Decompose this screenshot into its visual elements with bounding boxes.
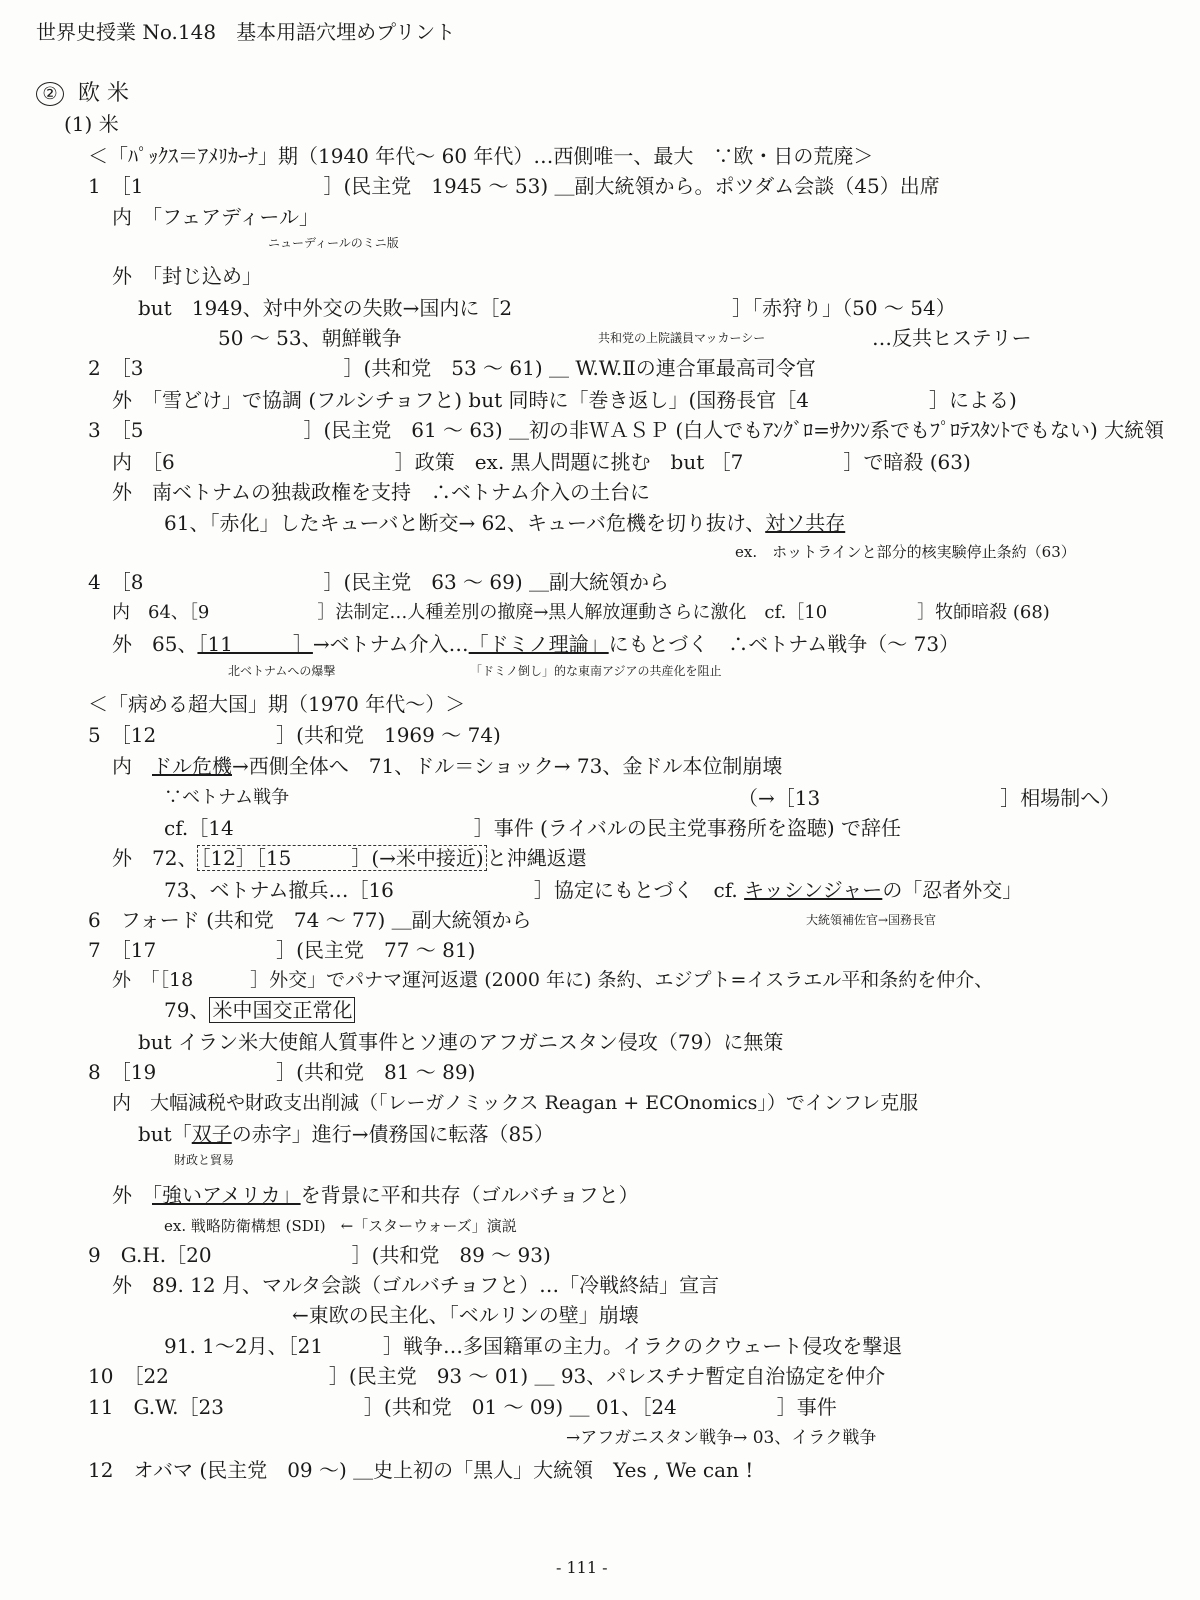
item-7-head: 7 ［17 ］(民主党 77 ～ 81) [88,938,476,962]
item-5-domestic-text: →西側全体へ 71、ドル＝ショック→ 73、金ドル本位制崩壊 [232,754,783,778]
item-4-head: 4 ［8 ］(民主党 63 ～ 69) ＿副大統領から [88,570,670,594]
era-heading-1: ＜「ﾊﾟｯｸｽ＝ｱﾒﾘｶｰﾅ」期（1940 年代～ 60 年代）…西側唯一、最大 ∵欧・日の荒廃＞ [88,144,874,168]
item-9-gulf: 91. 1～2月、［21 ］戦争…多国籍軍の主力。イラクのクウェート侵攻を撃退 [164,1334,903,1358]
item-11-note: →アフガニスタン戦争→ 03、イラク戦争 [566,1428,877,1448]
item-1-domestic: 内 「フェアディール」 [112,205,319,229]
item-11-head: 11 G.W.［23 ］(共和党 01 ～ 09) ＿ 01、［24 ］事件 [88,1395,837,1419]
item-1-korea: 50 ～ 53、朝鮮戦争 [218,326,402,350]
item-5-kissinger: キッシンジャー [744,878,883,902]
item-3-foreign: 外 南ベトナムの独裁政権を支持 ∴ベトナム介入の土台に [112,480,650,504]
item-1-but: but 1949、対中外交の失敗→国内に［2 ］「赤狩り」（50 ～ 54） [138,296,956,320]
item-3-cuba [164,511,845,535]
item-3-cuba-text: 61、「赤化」したキューバと断交→ 62、キューバ危機を切り抜け、 [164,511,766,535]
item-4-domestic: 内 64、［9 ］法制定…人種差別の撤廃→黒人解放運動さらに激化 cf.［10 ］牧師暗殺 (68) [112,602,1050,623]
item-6-head: 6 フォード (共和党 74 ～ 77) ＿副大統領から [88,908,532,932]
item-7-normalization: 米中国交正常化 [209,997,355,1023]
item-3-domestic: 内 ［6 ］政策 ex. 黒人問題に挑む but ［7 ］で暗殺 (63) [112,450,971,474]
item-5-cf: cf.［14 ］事件 (ライバルの民主党事務所を盗聴) で辞任 [164,816,902,840]
item-8-foreign-label: 外 [112,1183,152,1207]
subsection-heading: (1) 米 [64,112,119,136]
item-7-year: 79、 [164,998,210,1022]
item-8-domestic: 内 大幅減税や財政支出削減（「レーガノミックス Reagan + ECOnomics」）でインフレ克服 [112,1092,919,1114]
item-4-foreign [112,632,959,656]
item-3-coexistence: 対ソ共存 [765,511,846,535]
item-5-float: （→［13 ］相場制へ） [738,786,1121,810]
item-8-coexistence: を背景に平和共存（ゴルバチョフと） [300,1183,639,1207]
item-5-vietnam-text: 73、ベトナム撤兵…［16 ］協定にもとづく cf. [164,878,745,902]
item-5-foreign [112,846,587,870]
item-2-foreign: 外 「雪どけ」で協調 (フルシチョフと) but 同時に「巻き返し」(国務長官［4 ］による) [112,388,1017,412]
item-7-1979 [164,998,355,1022]
item-1-domestic-note: ニューディールのミニ版 [268,236,399,250]
item-1-foreign: 外 「封じ込め」 [112,264,262,288]
item-1-head: 1 ［1 ］(民主党 1945 ～ 53) ＿副大統領から。ポツダム会談（45）出席 [88,174,940,198]
item-7-foreign: 外 「［18 ］外交」でパナマ運河返還 (2000 年に) 条約、エジプト=イスラエル平和条約を仲介、 [112,969,994,991]
item-9-head: 9 G.H.［20 ］(共和党 89 ～ 93) [88,1243,551,1267]
item-12-head: 12 オバマ (民主党 09 ～) ＿史上初の「黒人」大統領 Yes , We can ! [88,1458,754,1482]
item-8-example: ex. 戦略防衛構想 (SDI) ←「スターウォーズ」演説 [164,1217,517,1235]
item-5-cause: ∵ベトナム戦争 [164,787,290,808]
item-5-dollar-crisis: ドル危機 [152,754,232,778]
item-8-strong-america: 「強いアメリカ」 [152,1183,301,1207]
item-5-china-box: ［12］［15 ］(→米中接近) [197,845,486,871]
item-4-domino: 「ドミノ理論」 [468,632,609,656]
item-9-arrow: ←東欧の民主化、「ベルリンの壁」崩壊 [292,1303,639,1327]
item-4-vietnam: →ベトナム介入… [312,632,469,656]
item-5-ninja: の「忍者外交」 [882,878,1023,902]
item-5-okinawa: と沖縄返還 [486,846,587,870]
item-10-head: 10 ［22 ］(民主党 93 ～ 01) ＿ 93、パレスチナ暫定自治協定を仲介 [88,1364,886,1388]
item-8-twin: 双子 [191,1122,232,1146]
item-4-war: にもとづく ∴ベトナム戦争（～ 73） [608,632,960,656]
item-1-korea-note: 共和党の上院議員マッカーシー [598,331,766,345]
item-4-foreign-year: 外 65、 [112,632,198,656]
item-8-but-c: の赤字」進行→債務国に転落（85） [231,1122,554,1146]
item-2-head: 2 ［3 ］(共和党 53 ～ 61) ＿ W.W.Ⅱの連合軍最高司令官 [88,356,816,380]
item-1-korea-end: …反共ヒステリー [872,326,1032,350]
item-4-note-domino: 「ドミノ倒し」的な東南アジアの共産化を阻止 [470,664,722,678]
item-7-but: but イラン米大使館人質事件とソ連のアフガニスタン侵攻（79）に無策 [138,1030,784,1054]
item-3-head: 3 ［5 ］(民主党 61 ～ 63) ＿初の非ＷＡＳＰ (白人でもｱﾝｸﾞﾛ=ｻｸｿﾝ系でもﾌﾟﾛﾃｽﾀﾝﾄでもない) 大統領 [88,418,1165,442]
page-title: 世界史授業 No.148 基本用語穴埋めプリント [36,20,456,44]
item-4-note-bombing: 北ベトナムへの爆撃 [228,664,336,678]
era-heading-2: ＜「病める超大国」期（1970 年代～）＞ [88,692,466,716]
item-8-twin-note: 財政と貿易 [174,1153,235,1167]
item-5-domestic [112,754,782,778]
item-8-but-a: but「 [138,1122,192,1146]
item-5-vietnam [164,878,1022,902]
item-4-blank-11: ［11 ］ [197,632,313,656]
section-number: ② [36,82,64,106]
item-8-but [138,1122,554,1146]
item-8-foreign [112,1183,639,1207]
item-3-example: ex. ホットラインと部分的核実験停止条約（63） [735,543,1076,561]
item-9-foreign: 外 89. 12 月、マルタ会談（ゴルバチョフと）…「冷戦終結」宣言 [112,1273,720,1297]
item-5-foreign-year: 外 72、 [112,846,198,870]
section-heading [36,80,129,108]
section-title: 欧 米 [78,81,129,106]
page-number: - 111 - [556,1558,608,1577]
item-5-head: 5 ［12 ］(共和党 1969 ～ 74) [88,723,501,747]
item-8-head: 8 ［19 ］(共和党 81 ～ 89) [88,1060,476,1084]
item-5-domestic-label: 内 [112,754,152,778]
item-6-note: 大統領補佐官→国務長官 [806,913,937,927]
